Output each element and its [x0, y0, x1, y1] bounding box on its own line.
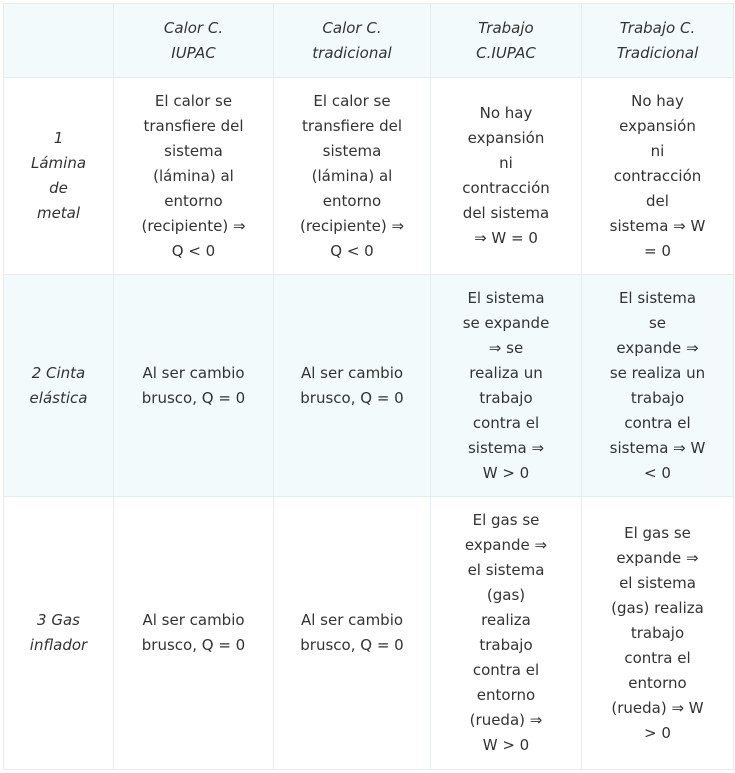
header-calor-tradicional: Calor C. tradicional: [274, 4, 431, 78]
thermo-table: [3, 3, 734, 770]
cell-calor-iupac: Al ser cambio brusco, Q = 0: [114, 275, 274, 497]
row-label-cinta: 2 Cinta elástica: [4, 275, 114, 497]
cell-trabajo-tradicional: No hay expansión ni contracción del sistema ⇒ W = 0: [582, 78, 734, 275]
cell-calor-tradicional: Al ser cambio brusco, Q = 0: [274, 497, 431, 770]
cell-trabajo-tradicional: El sistema se expande ⇒ se realiza un trabajo contra el sistema ⇒ W < 0: [582, 275, 734, 497]
row-label-lamina: 1 Lámina de metal: [4, 78, 114, 275]
table-row: [4, 275, 734, 497]
header-calor-iupac: Calor C. IUPAC: [114, 4, 274, 78]
table-row: [4, 78, 734, 275]
cell-calor-iupac: Al ser cambio brusco, Q = 0: [114, 497, 274, 770]
cell-trabajo-iupac: El gas se expande ⇒ el sistema (gas) realiza trabajo contra el entorno (rueda) ⇒ W > 0: [431, 497, 582, 770]
cell-trabajo-iupac: No hay expansión ni contracción del sistema ⇒ W = 0: [431, 78, 582, 275]
header-trabajo-tradicional: Trabajo C. Tradicional: [582, 4, 734, 78]
cell-calor-tradicional: Al ser cambio brusco, Q = 0: [274, 275, 431, 497]
header-trabajo-iupac: Trabajo C.IUPAC: [431, 4, 582, 78]
cell-trabajo-tradicional: El gas se expande ⇒ el sistema (gas) realiza trabajo contra el entorno (rueda) ⇒ W > 0: [582, 497, 734, 770]
cell-calor-iupac: El calor se transfiere del sistema (lámina) al entorno (recipiente) ⇒ Q < 0: [114, 78, 274, 275]
table-row: [4, 497, 734, 770]
header-empty-cell: [4, 4, 114, 78]
cell-trabajo-iupac: El sistema se expande ⇒ se realiza un trabajo contra el sistema ⇒ W > 0: [431, 275, 582, 497]
cell-calor-tradicional: El calor se transfiere del sistema (lámina) al entorno (recipiente) ⇒ Q < 0: [274, 78, 431, 275]
row-label-gas: 3 Gas inflador: [4, 497, 114, 770]
header-row: [4, 4, 734, 78]
